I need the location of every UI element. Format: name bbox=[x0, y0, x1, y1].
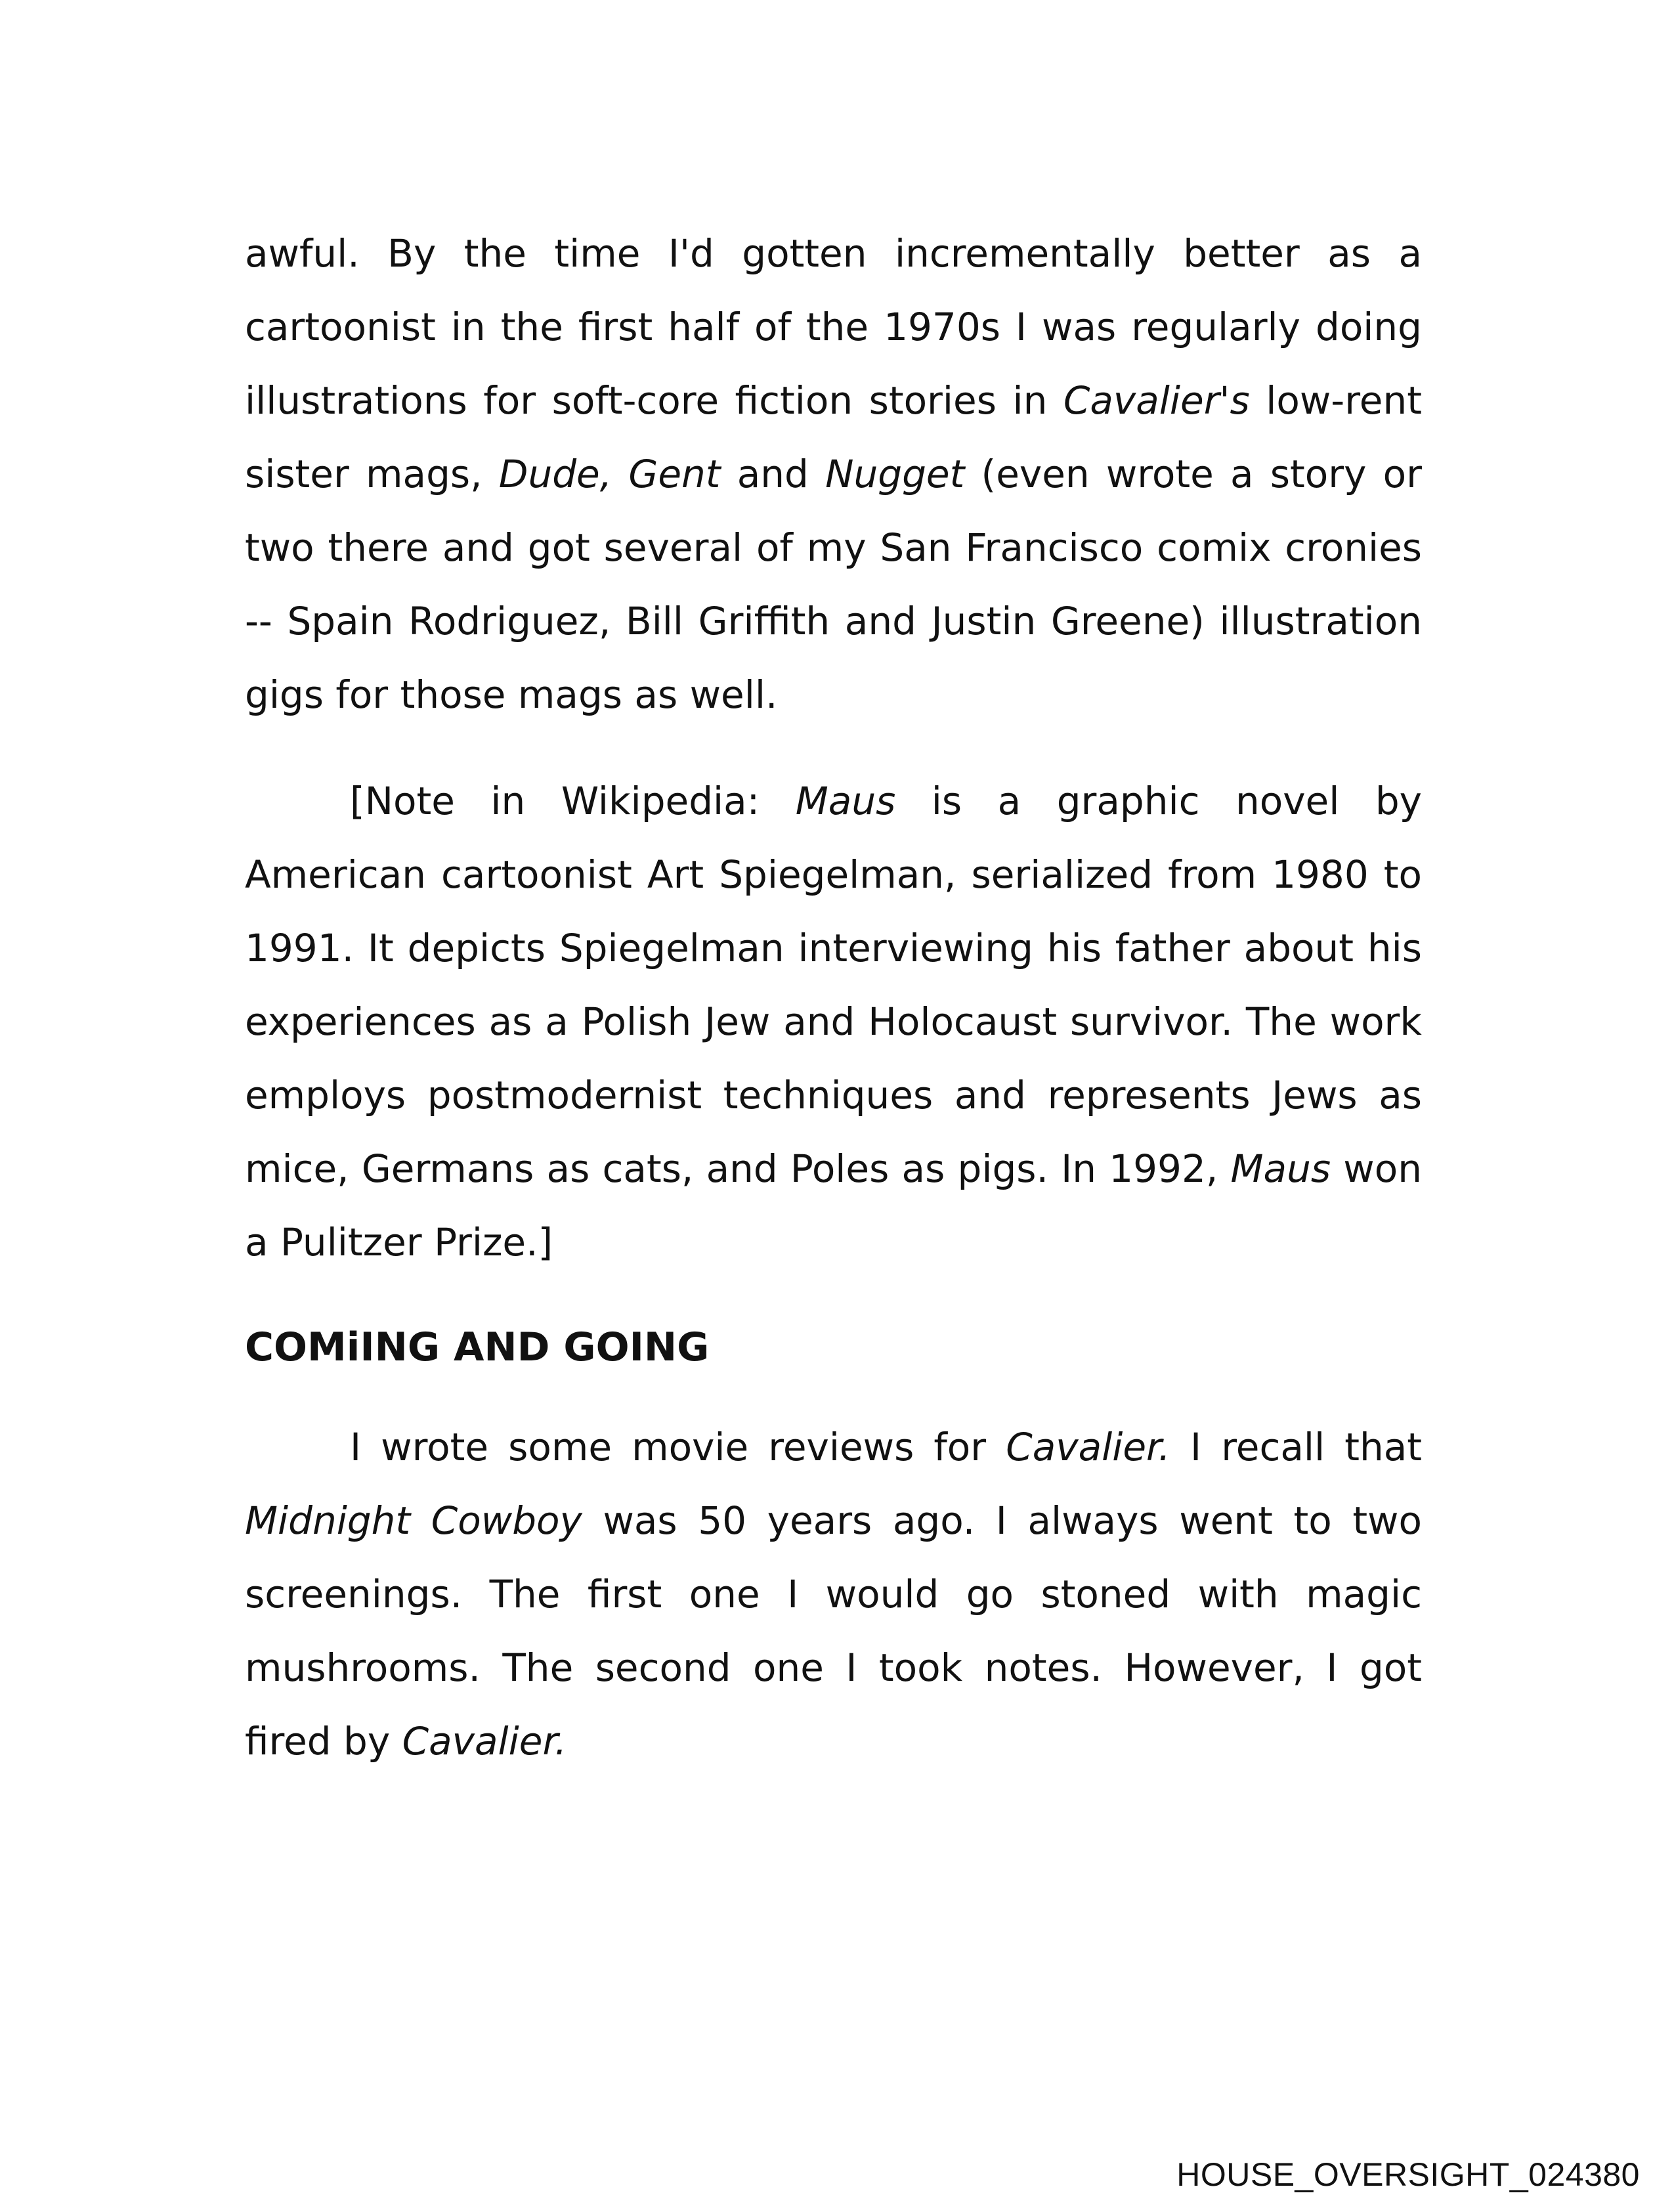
text-run: was 50 years ago. I always went to two screenings. The first one I would go stoned with magic mushrooms. The second one I took notes. However, I got fired by bbox=[245, 1498, 1422, 1764]
text-run: and bbox=[720, 452, 826, 496]
text-run: [Note in Wikipedia: bbox=[350, 779, 796, 823]
text-run: won a Pulitzer Prize.] bbox=[245, 1146, 1422, 1265]
italic-title: Nugget bbox=[825, 452, 965, 496]
text-run: I wrote some movie reviews for bbox=[350, 1425, 1006, 1469]
document-id-stamp: HOUSE_OVERSIGHT_024380 bbox=[1176, 2156, 1640, 2193]
text-run: low-rent sister mags, bbox=[245, 378, 1422, 496]
text-run: is a graphic novel by American cartoonist Art Spiegelman, serialized from 1980 to 1991. It depicts Spiegelman interviewing his father about his experiences as a Polish Jew and Holocaust survivor. The work employs postmodernist techniques and represents Jews as mice, Germans as cats, and Poles as pigs. In 1992, bbox=[245, 779, 1422, 1191]
italic-title: Maus bbox=[1230, 1146, 1331, 1191]
text-run: awful. By the time I'd gotten incrementally better as a cartoonist in the first half of the 1970s I was regularly doing illustrations for soft-core fiction stories in bbox=[245, 231, 1422, 423]
italic-title: Cavalier. bbox=[1006, 1425, 1170, 1469]
text-run: (even wrote a story or two there and got several of my San Francisco comix cronies -- Spain Rodriguez, Bill Griffith and Justin Greene) illustration gigs for those mags as well. bbox=[245, 452, 1422, 717]
italic-title: Cavalier's bbox=[1063, 378, 1250, 423]
paragraph-cavalier-illustrations bbox=[245, 217, 1422, 731]
italic-title: Maus bbox=[795, 779, 896, 823]
paragraph-wikipedia-note bbox=[245, 764, 1422, 1279]
text-run: I recall that bbox=[1170, 1425, 1422, 1469]
section-heading: COMiING AND GOING bbox=[245, 1324, 710, 1370]
italic-title: Cavalier. bbox=[402, 1719, 567, 1764]
italic-title: Midnight Cowboy bbox=[245, 1498, 582, 1543]
document-body bbox=[245, 217, 1422, 1778]
paragraph-movie-reviews bbox=[245, 1410, 1422, 1778]
italic-title: Dude, Gent bbox=[498, 452, 721, 496]
